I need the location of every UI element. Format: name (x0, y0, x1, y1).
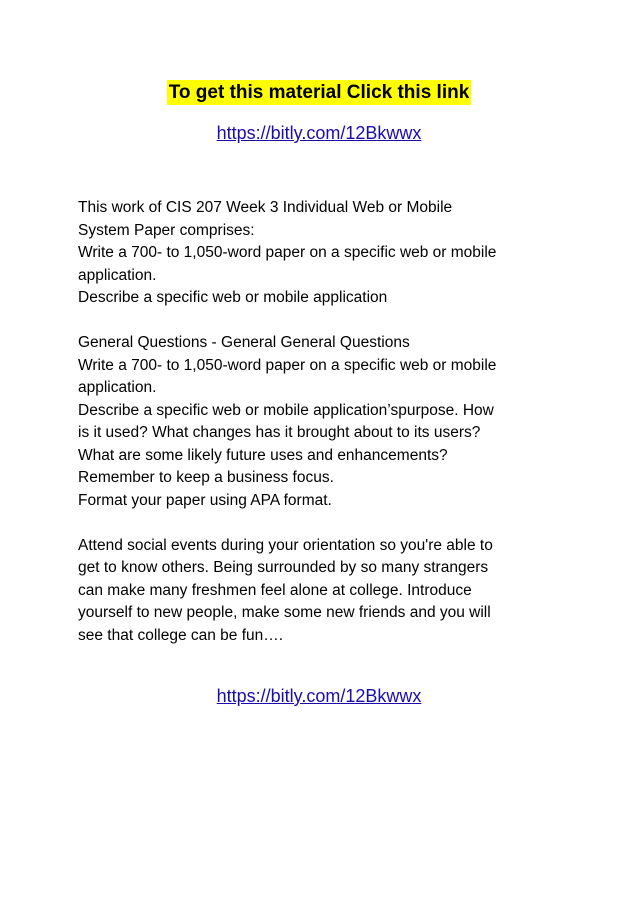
text-line: This work of CIS 207 Week 3 Individual Web or Mobile (78, 199, 453, 216)
text-line: application. (78, 379, 157, 396)
text-line: System Paper comprises: (78, 221, 255, 239)
text-line: What are some likely future uses and enhancements? (78, 446, 448, 464)
paragraph-intro (78, 197, 578, 310)
text-line: get to know others. Being surrounded by so many strangers (78, 559, 489, 576)
material-link-bottom[interactable]: https://bitly.com/12Bkwwx (216, 686, 422, 706)
text-line: General Questions - General General Questions (78, 334, 410, 351)
text-line: is it used? What changes has it brought about to its users? (78, 424, 481, 441)
paragraph-social (78, 535, 578, 648)
page-title: To get this material Click this link (168, 82, 470, 103)
text-line: see that college can be fun…. (78, 626, 284, 644)
text-line: Attend social events during your orientation so you're able to (78, 536, 493, 554)
text-line: Describe a specific web or mobile application (78, 289, 388, 306)
text-line: Write a 700- to 1,050-word paper on a specific web or mobile (78, 244, 497, 261)
text-line: Remember to keep a business focus. (78, 469, 334, 486)
material-link-top[interactable]: https://bitly.com/12Bkwwx (216, 123, 422, 143)
text-line: yourself to new people, make some new friends and you will (78, 604, 491, 621)
paragraph-questions (78, 332, 578, 512)
text-line: application. (78, 266, 157, 284)
text-line: Format your paper using APA format. (78, 491, 332, 509)
text-line: can make many freshmen feel alone at college. Introduce (78, 581, 472, 599)
title-wrapper (0, 80, 638, 105)
document-body (78, 197, 578, 647)
text-line: Describe a specific web or mobile application’spurpose. How (78, 401, 494, 419)
text-line: Write a 700- to 1,050-word paper on a specific web or mobile (78, 356, 497, 374)
